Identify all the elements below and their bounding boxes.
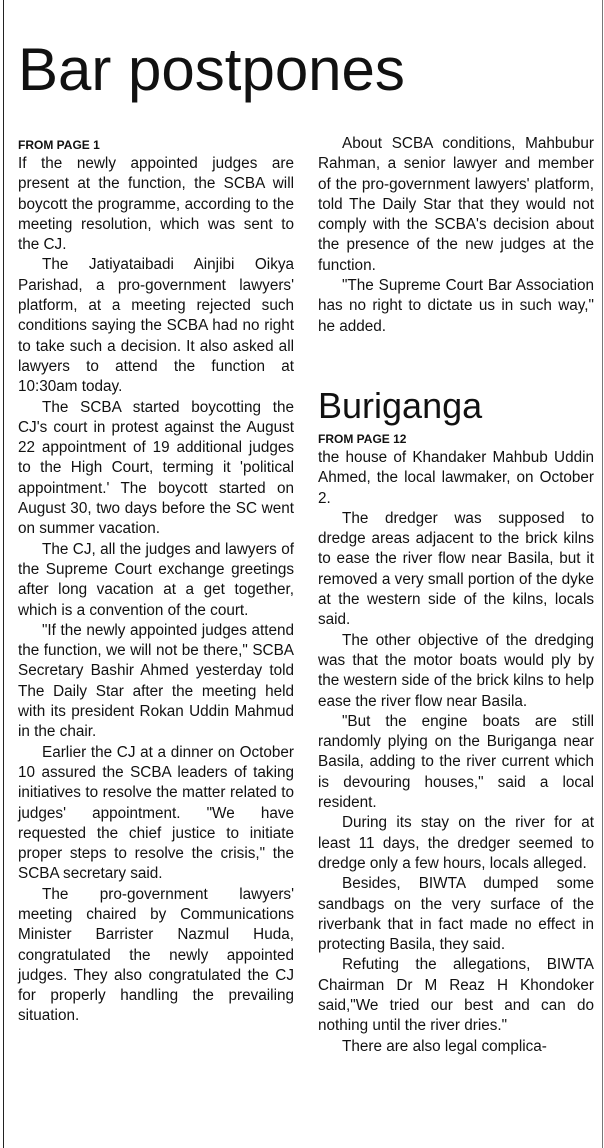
article-jump-kicker: FROM PAGE 1 bbox=[18, 138, 100, 152]
article-paragraph: The pro-government lawyers' meeting chaired by Communications Minister Barrister Nazmul Huda, congratulated the newly appointed judges. They also congratulated the CJ for properly handling the prevailing situation. bbox=[18, 885, 294, 1025]
article-column-left bbox=[18, 134, 294, 1027]
article-paragraph: If the newly appointed judges are present at the function, the SCBA will boycott the programme, according to the meeting resolution, which was sent to the CJ. bbox=[18, 155, 294, 254]
second-article-paragraph: Refuting the allegations, BIWTA Chairman Dr M Reaz H Khondoker said,"We tried our best and can do nothing until the river dries." bbox=[318, 956, 594, 1035]
second-article-paragraph: Besides, BIWTA dumped some sandbags on the very surface of the riverbank that in fact made no effect in protecting Basila, they said. bbox=[318, 875, 594, 954]
second-article-paragraph: There are also legal complica- bbox=[342, 1037, 547, 1055]
article-column-right bbox=[318, 134, 594, 1057]
second-article-paragraph: The other objective of the dredging was that the motor boats would ply by the western side of the brick kilns to help ease the river flow near Basila. bbox=[318, 631, 594, 710]
second-article-jump-kicker: FROM PAGE 12 bbox=[318, 431, 407, 446]
article-paragraph: Earlier the CJ at a dinner on October 10 assured the SCBA leaders of taking initiatives to resolve the matter related to judges' appointment. "We have requested the chief justice to initiate proper steps to resolve the crisis," the SCBA secretary said. bbox=[18, 743, 294, 883]
article-paragraph: About SCBA conditions, Mahbubur Rahman, a senior lawyer and member of the pro-government lawyers' platform, told The Daily Star that they would not comply with the SCBA's decision about the presence of the new judges at the function. bbox=[318, 135, 594, 274]
article-headline: Bar postpones bbox=[18, 36, 405, 103]
second-article-headline: Buriganga bbox=[318, 384, 483, 426]
second-article-paragraph: During its stay on the river for at least 11 days, the dredger seemed to dredge only a few hours, locals alleged. bbox=[318, 814, 594, 872]
column-rule-right bbox=[602, 0, 603, 1148]
article-paragraph: "If the newly appointed judges attend the function, we will not be there," SCBA Secretary Bashir Ahmed yesterday told The Daily Star after the meeting held with its president Rokan Uddin Mahmud in the chair. bbox=[18, 621, 294, 741]
second-article-paragraph: "But the engine boats are still randomly plying on the Buriganga near Basila, adding to the river current which is devouring houses," said a local resident. bbox=[318, 712, 594, 812]
second-article-paragraph: the house of Khandaker Mahbub Uddin Ahmed, the local lawmaker, on October 2. bbox=[318, 448, 594, 507]
column-rule-left bbox=[3, 0, 4, 1148]
article-paragraph: "The Supreme Court Bar Association has no right to dictate us in such way," he added. bbox=[318, 277, 594, 335]
article-paragraph: The CJ, all the judges and lawyers of the Supreme Court exchange greetings after long vacation at a get together, which is a convention of the court. bbox=[18, 540, 294, 619]
article-paragraph: The SCBA started boycotting the CJ's court in protest against the August 22 appointment of 19 additional judges to the High Court, terming it 'political appointment.' The boycott started on August 30, two days before the SC went on summer vacation. bbox=[18, 398, 294, 538]
article-paragraph: The Jatiyataibadi Ainjibi Oikya Parishad, a pro-government lawyers' platform, at a meeting rejected such conditions saying the SCBA had no right to take such a decision. It also asked all lawyers to attend the function at 10:30am today. bbox=[18, 256, 294, 396]
second-article-paragraph: The dredger was supposed to dredge areas adjacent to the brick kilns to ease the river flow near Basila, but it removed a very small portion of the dyke at the western side of the kilns, locals said. bbox=[318, 509, 594, 629]
